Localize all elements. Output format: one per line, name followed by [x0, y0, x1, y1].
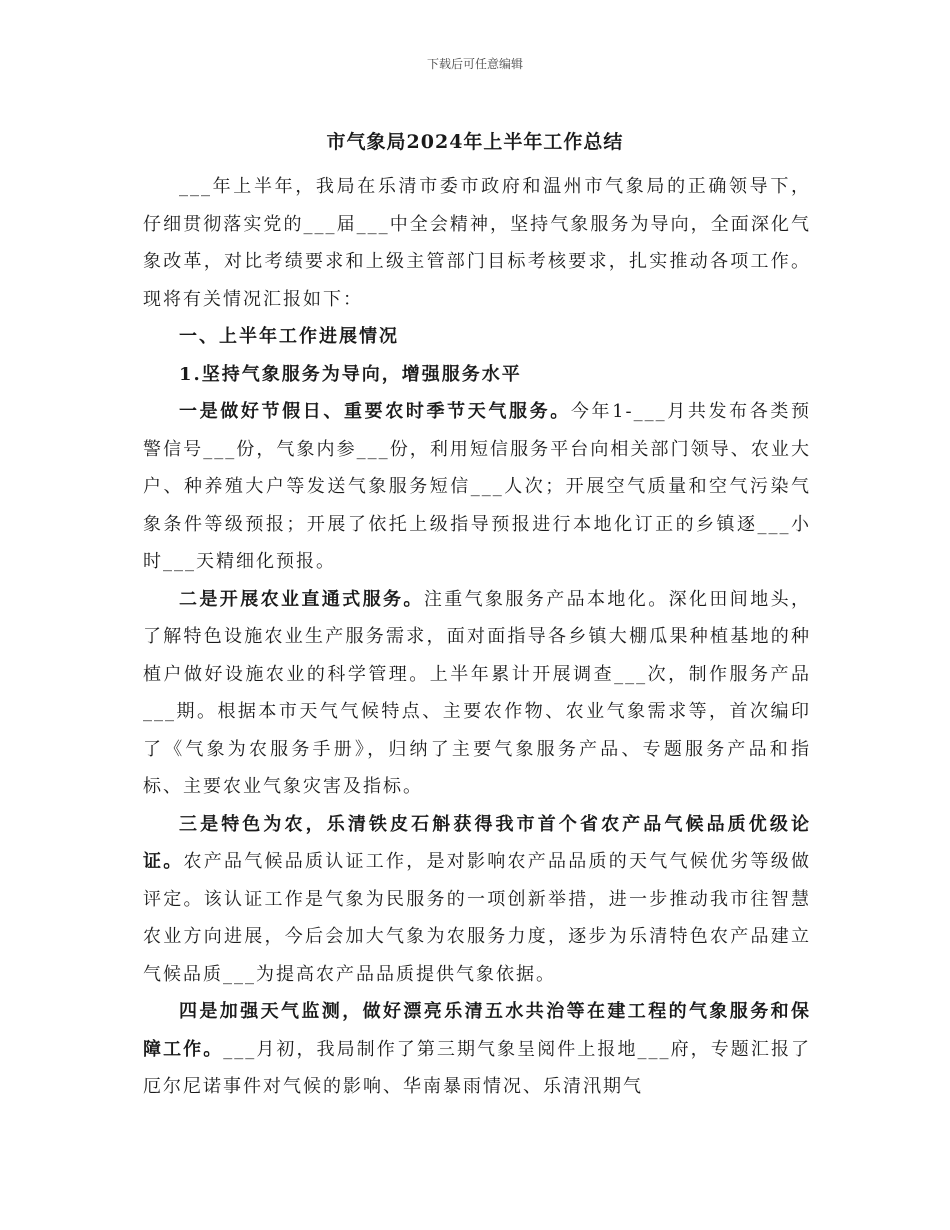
header-note: 下载后可任意编辑 [426, 57, 523, 71]
item-lead-1: 一是做好节假日、重要农时季节天气服务。 [179, 401, 571, 422]
item-text-4: ___月初，我局制作了第三期气象呈阅件上报地___府，专题汇报了厄尔尼诺事件对气候的影响、华南暴雨情况、乐清汛期气 [143, 1038, 812, 1097]
item-text-2: 注重气象服务产品本地化。深化田间地头，了解特色设施农业生产服务需求，面对面指导各乡镇大棚瓜果种植基地的种植户做好设施农业的科学管理。上半年累计开展调查___次，制作服务产品___期。根据本市天气气候特点、主要农作物、农业气象需求等，首次编印了《气象为农服务手册》，归纳了主要气象服务产品、专题服务产品和指标、主要农业气象灾害及指标。 [143, 588, 812, 797]
section-heading: 一、上半年工作进展情况 [179, 326, 399, 347]
intro-paragraph: ___年上半年，我局在乐清市委市政府和温州市气象局的正确领导下，仔细贯彻落实党的___届___中全会精神，坚持气象服务为导向，全面深化气象改革，对比考绩要求和上级主管部门目标考核要求，扎实推动各项工作。现将有关情况汇报如下： [143, 176, 811, 310]
item-paragraph-1 [143, 393, 811, 581]
item-paragraph-3 [143, 806, 811, 994]
item-lead-4: 四是加强天气监测，做好漂亮乐清五水共治等在建工程的气象服务和保障工作。 [143, 1001, 811, 1060]
subsection-heading: 1.坚持气象服务为导向，增强服务水平 [179, 363, 522, 385]
document-title: 市气象局2024年上半年工作总结 [326, 131, 624, 153]
item-text-1: 今年1-___月共发布各类预警信号___份，气象内参___份，利用短信服务平台向相关部门领导、农业大户、种养殖大户等发送气象服务短信___人次；开展空气质量和空气污染气象条件等级预报；开展了依托上级指导预报进行本地化订正的乡镇逐___小时___天精细化预报。 [143, 401, 811, 572]
item-lead-2: 二是开展农业直通式服务。 [179, 588, 424, 610]
item-text-3: 农产品气候品质认证工作，是对影响农产品品质的天气气候优劣等级做评定。该认证工作是气象为民服务的一项创新举措，进一步推动我市往智慧农业方向进展，今后会加大气象为农服务力度，逐步为乐清特色农产品建立气候品质___为提高农产品品质提供气象依据。 [143, 851, 811, 985]
item-paragraph-4 [143, 993, 811, 1106]
item-paragraph-2 [143, 581, 811, 806]
document-body [143, 168, 811, 1106]
item-lead-3: 三是特色为农，乐清铁皮石斛获得我市首个省农产品气候品质优级论证。 [143, 813, 811, 872]
